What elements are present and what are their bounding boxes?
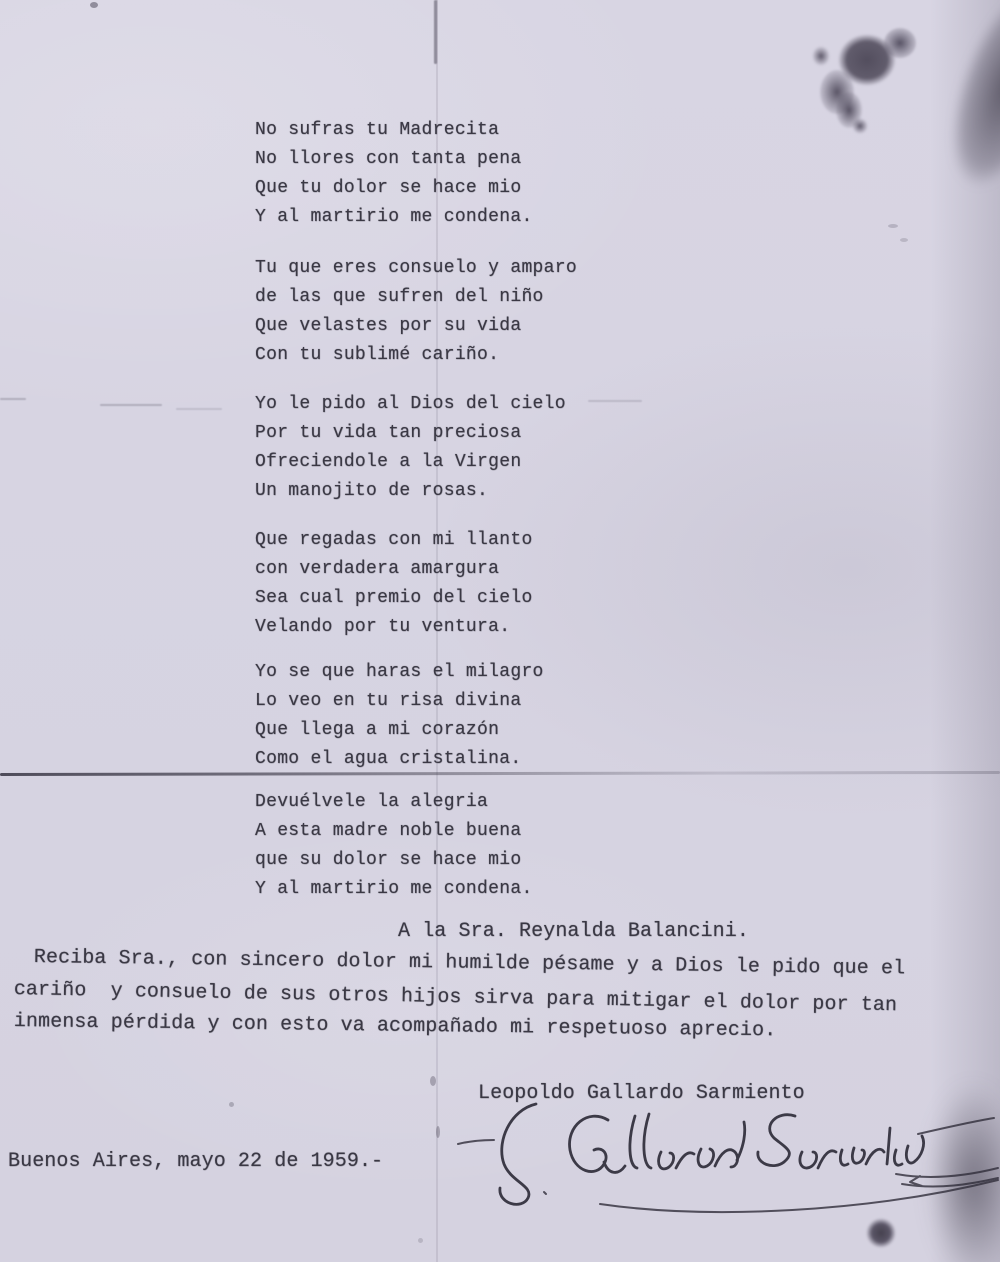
poem-stanza (255, 526, 533, 642)
poem-line: Y al martirio me condena. (255, 879, 533, 899)
vertical-fold-crease-top (434, 0, 437, 64)
poem-line: Y al martirio me condena. (255, 207, 533, 227)
poem-line: Sea cual premio del cielo (255, 588, 533, 608)
poem-line: con verdadera amargura (255, 559, 500, 579)
poem-line: Ofreciendole a la Virgen (255, 452, 522, 472)
poem-stanza (255, 116, 533, 232)
ink-blot (812, 46, 830, 66)
poem-line: que su dolor se hace mio (255, 850, 522, 870)
poem-line: No llores con tanta pena (255, 149, 522, 169)
faint-crease-mark (176, 408, 222, 410)
poem-stanza (255, 254, 577, 370)
poem-line: No sufras tu Madrecita (255, 120, 500, 140)
speck (418, 1238, 423, 1243)
speck (888, 224, 898, 228)
poem-line: Tu que eres consuelo y amparo (255, 258, 577, 278)
poem-line: Con tu sublimé cariño. (255, 345, 500, 365)
condolence-line: Reciba Sra., con sincero dolor mi humilde pésame y a Dios le pido que el (33, 946, 906, 981)
poem-line: Velando por tu ventura. (255, 617, 511, 637)
poem-line: Por tu vida tan preciosa (255, 423, 522, 443)
speck (436, 1126, 440, 1138)
faint-crease-mark (0, 398, 26, 400)
condolence-line: inmensa pérdida y con esto va acompañado mi respetuoso aprecio. (13, 1010, 777, 1043)
poem-stanza (255, 788, 533, 904)
dateline: Buenos Aires, mayo 22 de 1959.- (8, 1150, 384, 1173)
poem-line: de las que sufren del niño (255, 287, 544, 307)
poem-stanza (255, 658, 544, 774)
poem-line: Yo se que haras el milagro (255, 662, 544, 682)
poem-line: Que tu dolor se hace mio (255, 178, 522, 198)
poem-line: Yo le pido al Dios del cielo (255, 394, 566, 414)
speck (430, 1076, 436, 1086)
poem-line: A esta madre noble buena (255, 821, 522, 841)
ink-blot (884, 28, 916, 58)
dedication-line: A la Sra. Reynalda Balancini. (398, 920, 749, 943)
poem-line: Lo veo en tu risa divina (255, 691, 522, 711)
ink-blot (852, 118, 868, 134)
poem-stanza (255, 390, 566, 506)
speck (229, 1102, 234, 1107)
typed-signature: Leopoldo Gallardo Sarmiento (478, 1082, 805, 1105)
condolence-line: cariño y consuelo de sus otros hijos sirva para mitigar el dolor por tan (13, 978, 898, 1018)
poem-line: Que llega a mi corazón (255, 720, 500, 740)
faint-crease-mark (588, 400, 642, 402)
speck (90, 2, 98, 8)
poem-line: Que regadas con mi llanto (255, 530, 533, 550)
handwritten-signature (450, 1088, 1000, 1238)
poem-line: Como el agua cristalina. (255, 749, 522, 769)
poem-line: Devuélvele la alegria (255, 792, 489, 812)
poem-line: Un manojito de rosas. (255, 481, 489, 501)
faint-crease-mark (100, 404, 162, 406)
poem-line: Que velastes por su vida (255, 316, 522, 336)
speck (900, 238, 908, 242)
